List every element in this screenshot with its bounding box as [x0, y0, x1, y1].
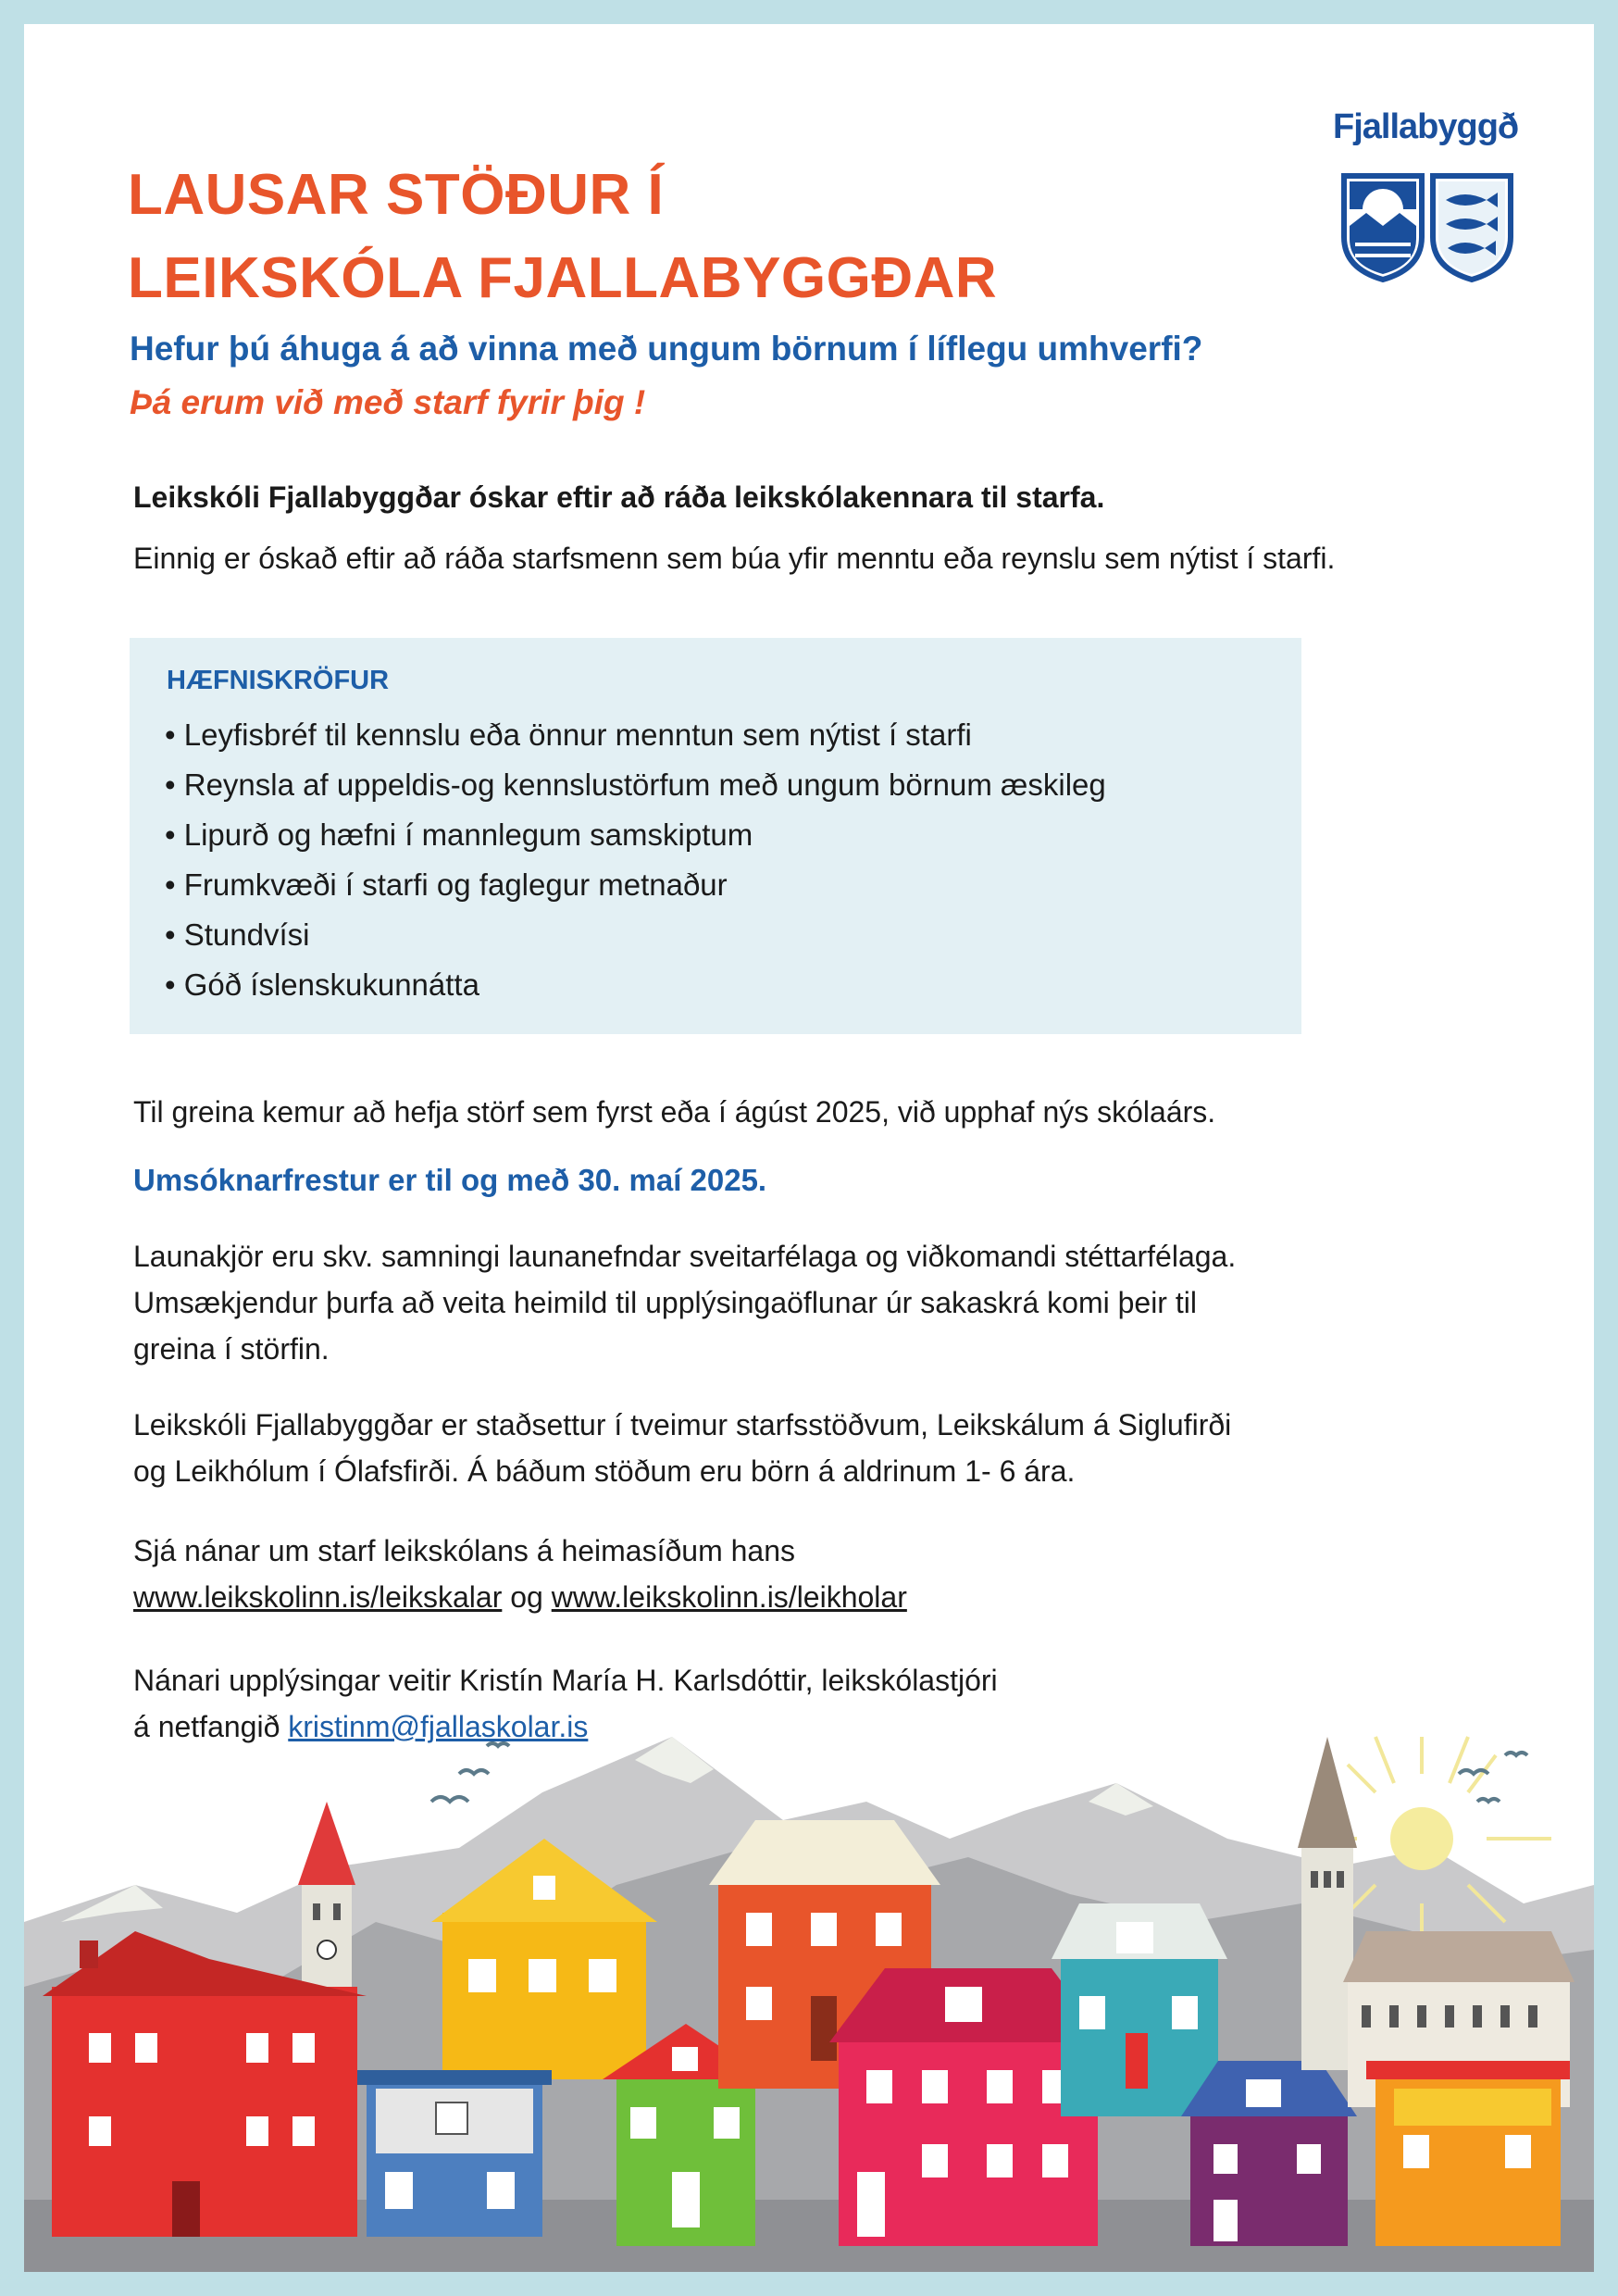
- municipal-shield-icon: [1340, 172, 1425, 283]
- intro-question: Hefur þú áhuga á að vinna með ungum börnum í líflegu umhverfi?: [130, 330, 1203, 368]
- extra-paragraph: Einnig er óskað eftir að ráða starfsmenn sem búa yfir menntu eða reynslu sem nýtist í starfi.: [133, 542, 1336, 575]
- location-paragraph: [133, 1402, 1231, 1494]
- list-item: • Lipurð og hæfni í mannlegum samskiptum: [165, 810, 1106, 860]
- logo-wordmark: Fjallabyggð: [1333, 107, 1519, 146]
- leikskalar-link[interactable]: www.leikskolinn.is/leikskalar: [133, 1580, 503, 1614]
- location-line-2: og Leikhólum í Ólafsfirði. Á báðum stöðum eru börn á aldrinum 1- 6 ára.: [133, 1454, 1076, 1488]
- lead-paragraph: Leikskóli Fjallabyggðar óskar eftir að ráða leikskólakennara til starfa.: [133, 480, 1105, 514]
- list-item: • Stundvísi: [165, 910, 1106, 960]
- list-item: • Leyfisbréf til kennslu eða önnur menntun sem nýtist í starfi: [165, 710, 1106, 760]
- salary-line-1: Launakjör eru skv. samningi launanefndar sveitarfélaga og viðkomandi stéttarfélaga.: [133, 1240, 1237, 1273]
- start-paragraph: Til greina kemur að hefja störf sem fyrst eða í ágúst 2025, við upphaf nýs skólaárs.: [133, 1095, 1216, 1129]
- deadline-text: Umsóknarfrestur er til og með 30. maí 2025.: [133, 1163, 767, 1197]
- purple-house: [1181, 2061, 1357, 2246]
- salary-paragraph: [133, 1233, 1236, 1372]
- requirements-list: [165, 710, 1106, 1010]
- orange-house-right: [1366, 2061, 1570, 2246]
- contact-line: Nánari upplýsingar veitir Kristín María H. Karlsdóttir, leikskólastjóri: [133, 1664, 998, 1697]
- fjallabyggd-logo: [1333, 107, 1518, 311]
- more-info-paragraph: [133, 1528, 907, 1620]
- list-item: • Góð íslenskukunnátta: [165, 960, 1106, 1010]
- location-line-1: Leikskóli Fjallabyggðar er staðsettur í tveimur starfsstöðvum, Leikskálum á Siglufirði: [133, 1408, 1232, 1441]
- list-item: • Frumkvæði í starfi og faglegur metnaður: [165, 860, 1106, 910]
- town-illustration: [24, 1681, 1594, 2272]
- salary-line-3: greina í störfin.: [133, 1332, 330, 1366]
- list-item: • Reynsla af uppeldis-og kennslustörfum með ungum börnum æskileg: [165, 760, 1106, 810]
- salary-line-2: Umsækjendur þurfa að veita heimild til upplýsingaöflunar úr sakaskrá komi þeir til: [133, 1286, 1197, 1319]
- blue-house: [357, 2070, 552, 2237]
- title-line-1: LAUSAR STÖÐUR Í: [128, 163, 665, 227]
- email-prefix: á netfangið: [133, 1710, 289, 1743]
- links-joiner: og: [502, 1580, 552, 1614]
- intro-answer: Þá erum við með starf fyrir þig !: [130, 383, 646, 421]
- teal-house: [1052, 1903, 1227, 2116]
- page-title: [128, 154, 997, 320]
- leikholar-link[interactable]: www.leikskolinn.is/leikholar: [551, 1580, 907, 1614]
- poster-sheet: [24, 24, 1594, 2272]
- links-line: [133, 1574, 907, 1620]
- fish-shield-icon: [1429, 172, 1514, 283]
- title-line-2: LEIKSKÓLA FJALLABYGGÐAR: [128, 246, 998, 310]
- requirements-box: [130, 638, 1301, 1034]
- requirements-heading: HÆFNISKRÖFUR: [167, 666, 390, 695]
- email-link[interactable]: kristinm@fjallaskolar.is: [288, 1710, 589, 1743]
- more-info-line: Sjá nánar um starf leikskólans á heimasíðum hans: [133, 1534, 796, 1567]
